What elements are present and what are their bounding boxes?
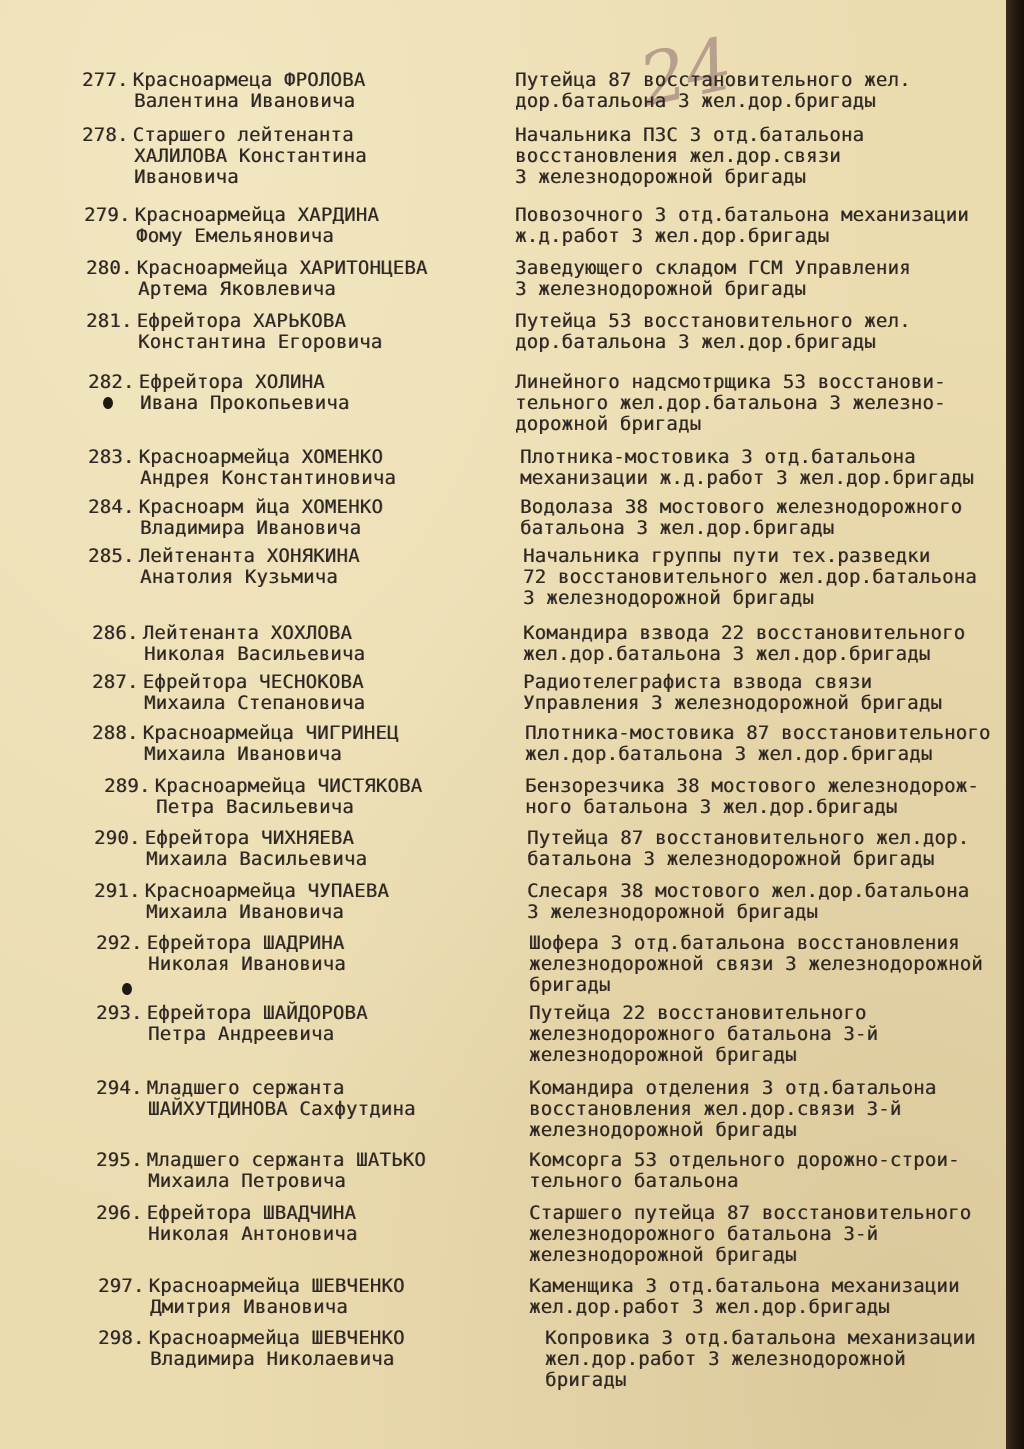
- unit-line: жел.дор.батальона 3 жел.дор.бригады: [525, 743, 933, 765]
- position-and-unit: [527, 828, 1017, 870]
- entry-number: 288.: [92, 722, 139, 744]
- unit-line: ного батальона 3 жел.дор.бригады: [525, 796, 898, 818]
- unit-line: жел.дор.работ 3 железнодорожной: [545, 1348, 906, 1370]
- unit-line: жел.дор.работ 3 жел.дор.бригады: [529, 1296, 890, 1318]
- unit-line: железнодорожной связи 3 железнодорожной: [529, 953, 983, 975]
- position-and-unit: [515, 205, 1005, 247]
- unit-line: Командира взвода 22 восстановительного: [523, 622, 966, 644]
- unit-line: восстановления жел.дор.связи 3-й: [529, 1098, 902, 1120]
- unit-line: Повозочного 3 отд.батальона механизации: [515, 204, 969, 226]
- entry-number: 297.: [98, 1275, 145, 1297]
- entry-number: 285.: [88, 545, 135, 567]
- person-cell: [82, 70, 482, 112]
- person-name: Владимира Николаевича: [150, 1348, 395, 1370]
- person-name: Владимира Ивановича: [140, 517, 362, 539]
- person-cell: [104, 776, 504, 818]
- unit-line: батальона 3 жел.дор.бригады: [520, 517, 835, 539]
- person-cell: [88, 546, 488, 588]
- unit-line: батальона 3 железнодорожной бригады: [527, 848, 935, 870]
- unit-line: Путейца 22 восстановительного: [529, 1002, 867, 1024]
- person-cell: [96, 1150, 496, 1192]
- ink-blot-icon: [103, 397, 113, 409]
- person-cell: [86, 311, 486, 353]
- entry-number: 284.: [88, 496, 135, 518]
- person-name: Дмитрия Ивановича: [150, 1296, 348, 1318]
- person-cell: [94, 828, 494, 870]
- unit-line: железнодорожной бригады: [529, 1244, 797, 1266]
- position-and-unit: [520, 447, 1010, 489]
- entry-number: 287.: [92, 671, 139, 693]
- entry-number: 295.: [96, 1149, 143, 1171]
- unit-line: тельного жел.дор.батальона 3 железно-: [515, 392, 946, 414]
- rank-and-surname: Красноармейца ШЕВЧЕНКО: [148, 1275, 405, 1297]
- person-cell: [96, 1203, 496, 1245]
- entry-number: 293.: [96, 1002, 143, 1024]
- unit-line: Каменщика 3 отд.батальона механизации: [529, 1275, 960, 1297]
- person-name: ХАЛИЛОВА Константина: [134, 145, 367, 167]
- unit-line: Командира отделения 3 отд.батальона: [529, 1077, 937, 1099]
- rank-and-surname: Ефрейтора ЧИХНЯЕВА: [144, 827, 355, 849]
- unit-line: ж.д.работ 3 жел.дор.бригады: [515, 225, 830, 247]
- unit-line: Управления 3 железнодорожной бригады: [523, 692, 943, 714]
- unit-line: Путейца 87 восстановительного жел.дор.: [527, 827, 970, 849]
- position-and-unit: [515, 70, 1005, 112]
- position-and-unit: [529, 1203, 1019, 1266]
- unit-line: Шофера 3 отд.батальона восстановления: [529, 932, 960, 954]
- position-and-unit: [545, 1328, 1024, 1391]
- position-and-unit: [529, 1078, 1019, 1141]
- person-name-continued: Ивановича: [134, 166, 239, 188]
- unit-line: Линейного надсмотрщика 53 восстанови-: [515, 371, 946, 393]
- entry-number: 282.: [88, 371, 135, 393]
- unit-line: Путейца 87 восстановительного жел.: [515, 69, 911, 91]
- unit-line: Радиотелеграфиста взвода связи: [523, 671, 873, 693]
- unit-line: Водолаза 38 мостового железнодорожного: [520, 496, 963, 518]
- entry-number: 277.: [82, 69, 129, 91]
- person-name: Николая Васильевича: [144, 643, 366, 665]
- unit-line: 3 железнодорожной бригады: [515, 278, 806, 300]
- unit-line: Начальника ПЗС 3 отд.батальона: [515, 124, 865, 146]
- unit-line: железнодорожного батальона 3-й: [529, 1023, 879, 1045]
- position-and-unit: [529, 933, 1019, 996]
- unit-line: Плотника-мостовика 87 восстановительного: [525, 722, 991, 744]
- position-and-unit: [523, 672, 1013, 714]
- unit-line: дор.батальона 3 жел.дор.бригады: [515, 331, 876, 353]
- position-and-unit: [529, 1003, 1019, 1066]
- unit-line: Заведующего складом ГСМ Управления: [515, 257, 911, 279]
- person-name: Андрея Константиновича: [140, 467, 397, 489]
- person-name: Михаила Ивановича: [144, 743, 342, 765]
- person-cell: [96, 933, 496, 975]
- entry-number: 291.: [94, 880, 141, 902]
- unit-line: Слесаря 38 мостового жел.дор.батальона: [527, 880, 970, 902]
- rank-and-surname: Ефрейтора ЧЕСНОКОВА: [142, 671, 364, 693]
- position-and-unit: [515, 311, 1005, 353]
- person-name: Валентина Ивановича: [134, 90, 356, 112]
- position-and-unit: [523, 546, 1013, 609]
- position-and-unit: [529, 1276, 1019, 1318]
- rank-and-surname: Красноармейца ЧИГРИНЕЦ: [142, 722, 399, 744]
- person-cell: [92, 672, 492, 714]
- unit-line: тельного батальона: [529, 1170, 739, 1192]
- person-name: Михаила Степановича: [144, 692, 366, 714]
- unit-line: 72 восстановительного жел.дор.батальона: [523, 566, 977, 588]
- rank-and-surname: Красноарм йца ХОМЕНКО: [138, 496, 383, 518]
- person-name: Анатолия Кузьмича: [140, 566, 338, 588]
- unit-line: Старшего путейца 87 восстановительного: [529, 1202, 972, 1224]
- handwritten-mark-icon: 24: [632, 21, 740, 123]
- unit-line: Начальника группы пути тех.разведки: [523, 545, 931, 567]
- unit-line: железнодорожной бригады: [529, 1119, 797, 1141]
- person-name: Михаила Васильевича: [146, 848, 368, 870]
- person-name: Михаила Петровича: [148, 1170, 346, 1192]
- rank-and-surname: Красноармейца ХАРИТОНЦЕВА: [136, 257, 428, 279]
- rank-and-surname: Младшего сержанта ШАТЬКО: [146, 1149, 426, 1171]
- position-and-unit: [523, 623, 1013, 665]
- entry-number: 290.: [94, 827, 141, 849]
- unit-line: бригады: [545, 1369, 627, 1391]
- person-name: Ивана Прокопьевича: [140, 392, 350, 414]
- person-name: ШАЙХУТДИНОВА Сахфутдина: [148, 1098, 416, 1120]
- rank-and-surname: Старшего лейтенанта: [132, 124, 354, 146]
- person-name: Николая Ивановича: [148, 953, 346, 975]
- person-name: Фому Емельяновича: [136, 225, 334, 247]
- unit-line: железнодорожного батальона 3-й: [529, 1223, 879, 1245]
- rank-and-surname: Ефрейтора ХАРЬКОВА: [136, 310, 347, 332]
- person-cell: [88, 447, 488, 489]
- unit-line: Копровика 3 отд.батальона механизации: [545, 1327, 976, 1349]
- entry-number: 294.: [96, 1077, 143, 1099]
- person-cell: [92, 723, 492, 765]
- entry-number: 283.: [88, 446, 135, 468]
- unit-line: восстановления жел.дор.связи: [515, 145, 841, 167]
- entry-number: 286.: [92, 622, 139, 644]
- person-cell: [94, 881, 494, 923]
- position-and-unit: [520, 497, 1010, 539]
- unit-line: Путейца 53 восстановительного жел.: [515, 310, 911, 332]
- entry-number: 280.: [86, 257, 133, 279]
- unit-line: механизации ж.д.работ 3 жел.дор.бригады: [520, 467, 974, 489]
- rank-and-surname: Ефрейтора ШВАДЧИНА: [146, 1202, 357, 1224]
- position-and-unit: [529, 1150, 1019, 1192]
- unit-line: Бензорезчика 38 мостового железнодорож-: [525, 775, 979, 797]
- rank-and-surname: Красноармейца ЧУПАЕВА: [144, 880, 389, 902]
- entry-number: 289.: [104, 775, 151, 797]
- person-cell: [96, 1078, 496, 1120]
- rank-and-surname: Красноармейца ЧИСТЯКОВА: [154, 775, 423, 797]
- unit-line: 3 железнодорожной бригады: [523, 587, 814, 609]
- entry-number: 298.: [98, 1327, 145, 1349]
- entry-number: 278.: [82, 124, 129, 146]
- person-name: Петра Андреевича: [148, 1023, 335, 1045]
- position-and-unit: [515, 258, 1005, 300]
- person-name: Константина Егоровича: [138, 331, 383, 353]
- rank-and-surname: Красноармеца ФРОЛОВА: [132, 69, 366, 91]
- unit-line: дор.батальона 3 жел.дор.бригады: [515, 90, 876, 112]
- page-edge: [1006, 0, 1024, 1449]
- person-cell: [98, 1276, 498, 1318]
- ink-blot-icon: [122, 983, 132, 995]
- rank-and-surname: Ефрейтора ШАДРИНА: [146, 932, 345, 954]
- person-cell: [88, 497, 488, 539]
- position-and-unit: [525, 723, 1015, 765]
- person-cell: [86, 258, 486, 300]
- person-name: Николая Антоновича: [148, 1223, 358, 1245]
- entry-number: 292.: [96, 932, 143, 954]
- unit-line: жел.дор.батальона 3 жел.дор.бригады: [523, 643, 931, 665]
- person-cell: [98, 1328, 498, 1370]
- unit-line: дорожной бригады: [515, 413, 702, 435]
- rank-and-surname: Красноармейца ШЕВЧЕНКО: [148, 1327, 405, 1349]
- position-and-unit: [515, 372, 1005, 435]
- unit-line: Плотника-мостовика 3 отд.батальона: [520, 446, 916, 468]
- person-name: Михаила Ивановича: [146, 901, 344, 923]
- entry-number: 281.: [86, 310, 133, 332]
- rank-and-surname: Младшего сержанта: [146, 1077, 345, 1099]
- person-name: Петра Васильевича: [156, 796, 354, 818]
- entry-number: 279.: [84, 204, 131, 226]
- person-cell: [92, 623, 492, 665]
- unit-line: железнодорожной бригады: [529, 1044, 797, 1066]
- unit-line: 3 железнодорожной бригады: [515, 166, 806, 188]
- position-and-unit: [515, 125, 1005, 188]
- unit-line: 3 железнодорожной бригады: [527, 901, 818, 923]
- person-cell: [84, 205, 484, 247]
- rank-and-surname: Красноармейца ХОМЕНКО: [138, 446, 383, 468]
- rank-and-surname: Ефрейтора ХОЛИНА: [138, 371, 325, 393]
- position-and-unit: [525, 776, 1015, 818]
- unit-line: Комсорга 53 отдельного дорожно-строи-: [529, 1149, 960, 1171]
- rank-and-surname: Ефрейтора ШАЙДОРОВА: [146, 1002, 368, 1024]
- rank-and-surname: Лейтенанта ХОНЯКИНА: [138, 545, 360, 567]
- unit-line: бригады: [529, 974, 611, 996]
- person-cell: [96, 1003, 496, 1045]
- rank-and-surname: Красноармейца ХАРДИНА: [134, 204, 379, 226]
- person-cell: [82, 125, 482, 188]
- rank-and-surname: Лейтенанта ХОХЛОВА: [142, 622, 353, 644]
- person-name: Артема Яковлевича: [138, 278, 336, 300]
- entry-number: 296.: [96, 1202, 143, 1224]
- position-and-unit: [527, 881, 1017, 923]
- person-cell: [88, 372, 488, 414]
